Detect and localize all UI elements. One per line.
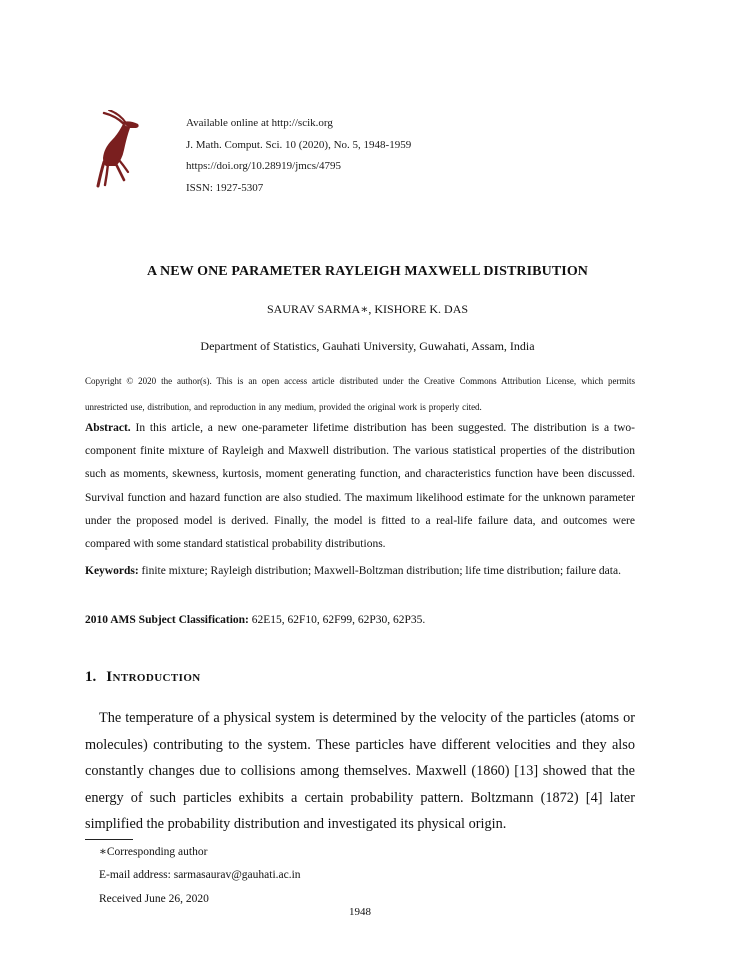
copyright-notice: Copyright © 2020 the author(s). This is an open access article distributed under the Creative Commons Attribution License, which permits unrestricted use, distribution, and reproduction in any medium, provided the original work is properly cited.: [85, 376, 635, 412]
footnote-divider: [85, 839, 133, 840]
footnote-corresponding: ∗Corresponding author: [99, 846, 208, 858]
section-heading: [85, 669, 201, 686]
section-number: 1.: [85, 669, 97, 685]
abstract-label: Abstract.: [85, 422, 131, 434]
intro-paragraph: The temperature of a physical system is determined by the velocity of the particles (atoms or molecules) contributing to the system. These particles have different velocities and they also constantly changes due to collisions among themselves. Maxwell (1860) [13] showed that the energy of such particles exhibits a certain probability pattern. Boltzmann (1872) [4] later simplified the probability distribution and investigated its physical origin.: [85, 710, 635, 833]
journal-issn: ISSN: 1927-5307: [186, 181, 264, 194]
journal-doi[interactable]: https://doi.org/10.28919/jmcs/4795: [186, 160, 342, 172]
journal-info: [186, 113, 411, 199]
subject-classification: [85, 610, 635, 630]
author-affiliation: Department of Statistics, Gauhati University, Guwahati, Assam, India: [200, 339, 535, 353]
paper-authors: SAURAV SARMA∗, KISHORE K. DAS: [266, 302, 469, 316]
footnotes: [99, 841, 301, 911]
journal-availability: Available online at http://scik.org: [186, 117, 333, 129]
footnote-email: E-mail address: sarmasaurav@gauhati.ac.in: [99, 869, 301, 882]
section-title: Introduction: [106, 669, 201, 685]
keywords: [85, 560, 635, 583]
keywords-text: finite mixture; Rayleigh distribution; Maxwell-Boltzman distribution; life time distribution; failure data.: [141, 565, 621, 577]
page-number: 1948: [349, 906, 371, 918]
antelope-logo-icon: [94, 110, 144, 188]
abstract: [85, 417, 635, 556]
footnote-received: Received June 26, 2020: [99, 892, 209, 905]
abstract-text: In this article, a new one-parameter lifetime distribution has been suggested. The distribution is a two-component finite mixture of Rayleigh and Maxwell distribution. The various statistical properties of the distribution such as moments, skewness, kurtosis, moment generating function, and characteristics function have been discussed. Survival function and hazard function are also studied. The maximum likelihood estimate for the unknown parameter under the proposed model is derived. Finally, the model is fitted to a real-life failure data, and outcomes were compared with some standard statistical probability distributions.: [85, 422, 635, 551]
journal-citation: J. Math. Comput. Sci. 10 (2020), No. 5, 1948-1959: [186, 138, 412, 151]
msc-label: 2010 AMS Subject Classification:: [85, 614, 249, 626]
paper-title: A NEW ONE PARAMETER RAYLEIGH MAXWELL DISTRIBUTION: [146, 264, 589, 279]
msc-text: 62E15, 62F10, 62F99, 62P30, 62P35.: [251, 614, 426, 626]
keywords-label: Keywords:: [85, 565, 139, 577]
